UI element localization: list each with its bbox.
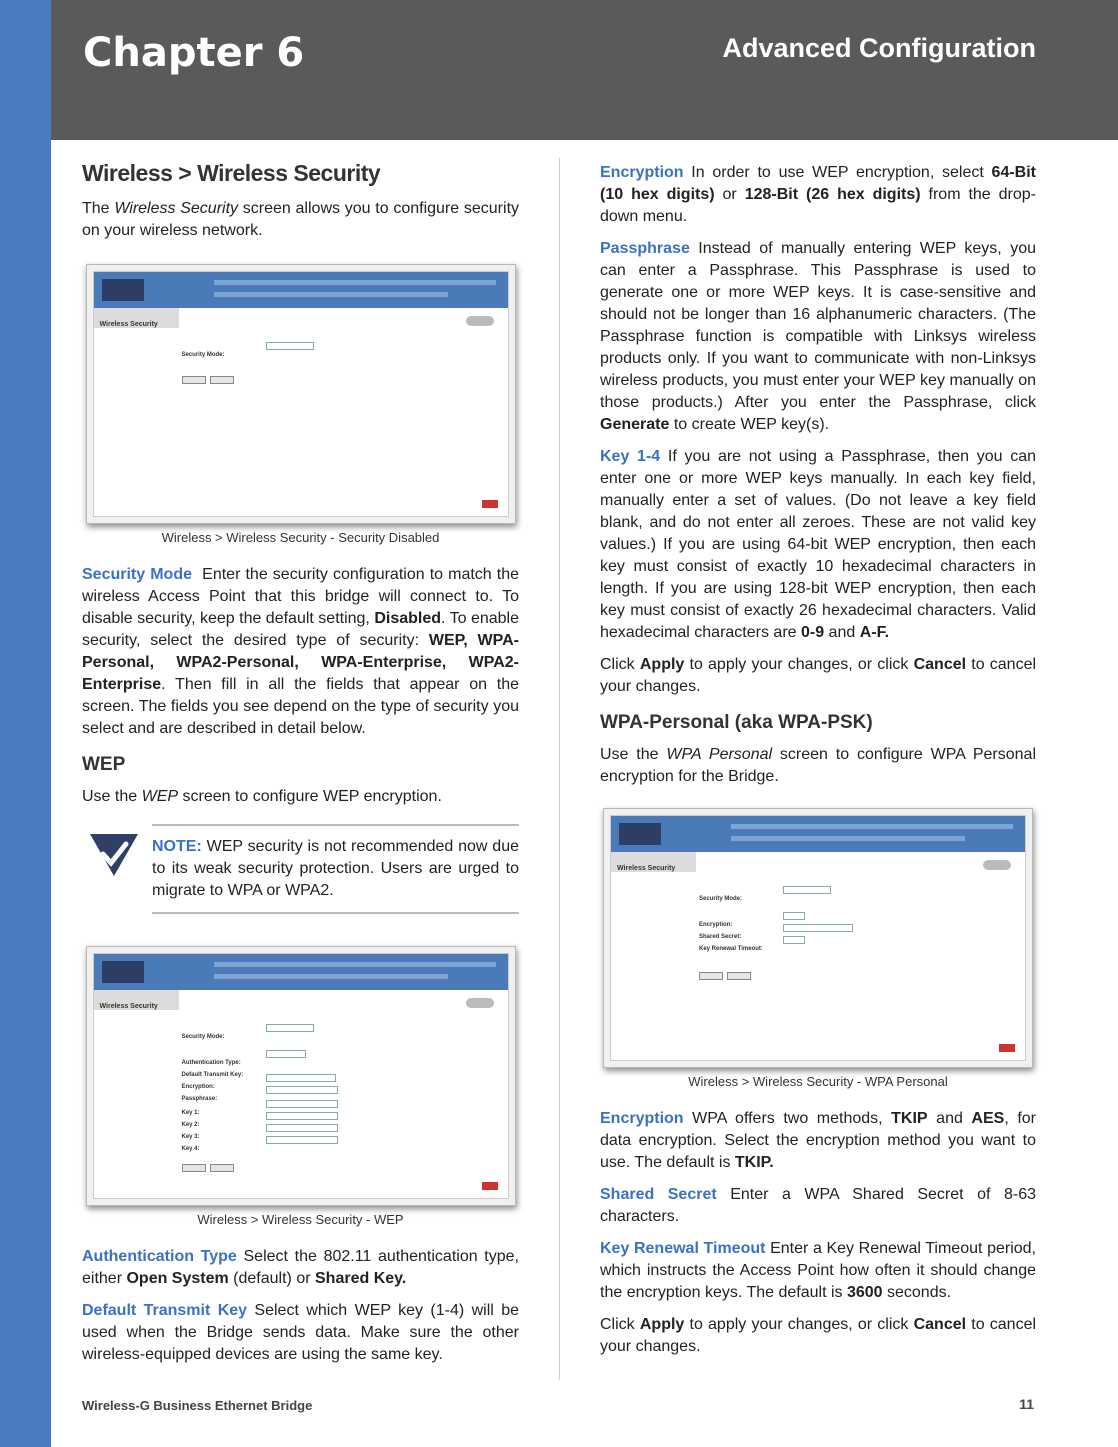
checkmark-icon [88,832,140,878]
page-sidebar-band [0,0,51,1447]
chapter-title: Chapter 6 [83,30,305,76]
encryption-paragraph: Encryption In order to use WEP encryption, select 64-Bit (10 hex digits) or 128-Bit (26 hex digits) from the drop-down menu. [600,164,1037,225]
screenshot-security-disabled: Wireless Security Security Mode: [86,264,516,524]
figure-caption-wpa-personal: Wireless > Wireless Security - WPA Personal [688,1074,948,1089]
apply-cancel-paragraph-1: Click Apply to apply your changes, or click Cancel to cancel your changes. [600,656,1037,695]
shared-secret-paragraph: Shared Secret Enter a WPA Shared Secret of 8-63 characters. [600,1186,1037,1225]
column-divider [559,158,560,1380]
security-mode-paragraph: Security Mode Enter the security configuration to match the wireless Access Point that this bridge will connect to. To disable security, keep the default setting, Disabled. To enable security, select the desired type of security: WEP, WPA-Personal, WPA2-Personal, WPA-Enterprise, WPA2-Enterprise. Then fill in all the fields that appear on the screen. The fields you see depend on the type of security you select and are described in detail below. [82,566,520,737]
footer-product-name: Wireless-G Business Ethernet Bridge [82,1398,313,1413]
key-renewal-timeout-paragraph: Key Renewal Timeout Enter a Key Renewal Timeout period, which instructs the Access Point how often it should change the encryption keys. The default is 3600 seconds. [600,1240,1036,1301]
figure-caption-wep: Wireless > Wireless Security - WEP [197,1212,404,1227]
key-1-4-paragraph: Key 1-4 If you are not using a Passphrase, then you can enter one or more WEP keys manually. In each key field, manually enter a set of values. (Do not leave a key field blank, and do not enter all zeroes. These are not valid key values.) If you are using 64-bit WEP encryption, then each key must consist of exactly 10 hexadecimal characters in length. If you are using 128-bit WEP encryption, then each key must consist of exactly 26 hexadecimal characters. Valid hexadecimal characters are 0-9 and A-F. [600,448,1036,641]
apply-cancel-paragraph-2: Click Apply to apply your changes, or click Cancel to cancel your changes. [600,1316,1037,1355]
wep-intro-paragraph: Use the WEP screen to configure WEP encryption. [82,788,442,805]
section-heading-wireless-security: Wireless > Wireless Security [82,160,381,186]
intro-paragraph: The Wireless Security screen allows you to configure security on your wireless network. [82,200,520,239]
screenshot-wpa-personal: Wireless Security Security Mode: Encryption: Shared Secret: Key Renewal Timeout: [603,808,1033,1068]
figure-caption-security-disabled: Wireless > Wireless Security - Security Disabled [161,530,440,545]
page-number: 11 [1019,1396,1034,1412]
section-title: Advanced Configuration [722,33,1036,63]
chapter-header [51,0,1118,140]
left-column [82,162,519,1376]
wpa-personal-heading: WPA-Personal (aka WPA-PSK) [600,712,873,733]
wpa-encryption-paragraph: Encryption WPA offers two methods, TKIP and AES, for data encryption. Select the encryption method you want to use. The default is TKIP. [600,1110,1036,1171]
wpa-intro-paragraph: Use the WPA Personal screen to configure WPA Personal encryption for the Bridge. [600,746,1037,785]
wep-heading: WEP [82,754,126,775]
authentication-type-paragraph: Authentication Type Select the 802.11 authentication type, either Open System (default) or Shared Key. [82,1248,519,1287]
note-callout: NOTE: WEP security is not recommended now due to its weak security protection. Users are urged to migrate to WPA or WPA2. [152,824,519,914]
default-transmit-key-paragraph: Default Transmit Key Select which WEP key (1-4) will be used when the Bridge sends data. Make sure the other wireless-equipped devices are using the same key. [82,1302,520,1363]
passphrase-paragraph: Passphrase Instead of manually entering WEP keys, you can enter a Passphrase. This Passphrase is used to generate one or more WEP keys. It is case-sensitive and should not be longer than 16 alphanumeric characters. (The Passphrase function is compatible with Linksys wireless products only. If you want to communicate with non-Linksys wireless products, you must enter your WEP key manually on those products.) After you enter the Passphrase, click Generate to create WEP key(s). [600,240,1036,433]
screenshot-wep: Wireless Security Security Mode: Authentication Type: Default Transmit Key: Encryption: Passphrase: Key 1: Key 2: Key 3: Key 4: [86,946,516,1206]
right-column [600,162,1036,1368]
